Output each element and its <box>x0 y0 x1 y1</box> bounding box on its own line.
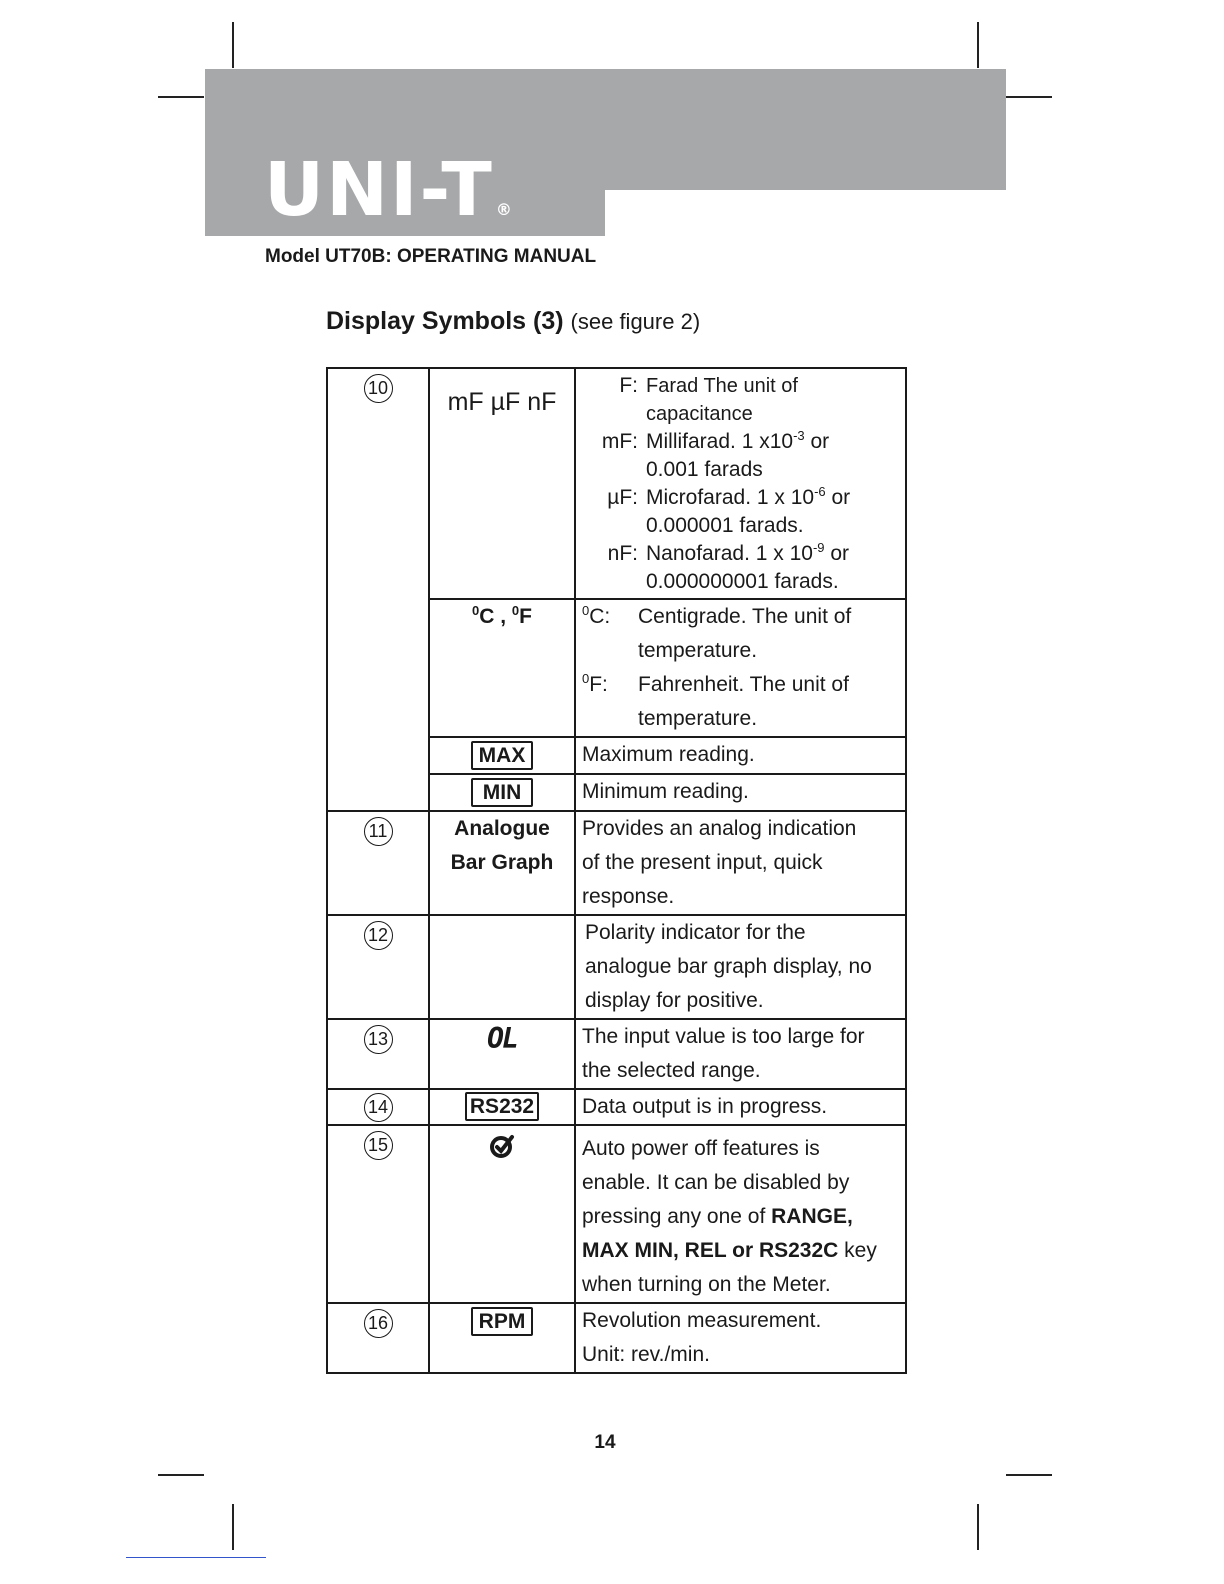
rpm-symbol: RPM <box>471 1307 534 1336</box>
page-number: 14 <box>594 1432 616 1453</box>
row-number: 13 <box>327 1019 429 1089</box>
crop-mark <box>232 1504 234 1550</box>
brand-logo: UNI-T ® <box>264 147 514 233</box>
symbol-cell <box>429 1089 575 1125</box>
symbol-cell <box>429 1303 575 1373</box>
description-cell: Data output is in progress. <box>575 1089 906 1125</box>
table-row <box>327 1089 906 1125</box>
description-cell: Auto power off features is enable. It can be disabled by pressing any one of RANGE, MAX MIN, REL or RS232C key when turning on the Meter. <box>575 1125 906 1303</box>
symbol-cell: $^0$C , $^0$F <box>429 599 575 737</box>
table-row <box>327 915 906 1019</box>
table-row <box>327 1019 906 1089</box>
link-underline <box>126 1557 266 1558</box>
symbol-cell <box>429 1019 575 1089</box>
table-row <box>327 1303 906 1373</box>
description-cell: Provides an analog indication of the present input, quick response. <box>575 811 906 915</box>
symbol-cell <box>429 737 575 774</box>
description-cell: $^0$C: Centigrade. The unit of temperature. $^0$F: Fahrenheit. The unit of temperature. <box>575 599 906 737</box>
crop-mark <box>158 96 204 98</box>
rs232-symbol: RS232 <box>465 1092 539 1121</box>
crop-mark <box>232 22 234 68</box>
description-cell: The input value is too large for the selected range. <box>575 1019 906 1089</box>
auto-power-off-icon <box>488 1132 516 1160</box>
symbol-cell <box>429 774 575 811</box>
crop-mark <box>1006 96 1052 98</box>
crop-mark <box>977 1504 979 1550</box>
crop-mark <box>977 22 979 68</box>
table-row <box>327 1125 906 1303</box>
row-number: 10 <box>327 368 429 811</box>
crop-mark <box>158 1474 204 1476</box>
section-title: Display Symbols (3) (see figure 2) <box>326 307 701 335</box>
symbol-cell: mF µF nF <box>429 368 575 599</box>
row-number: 16 <box>327 1303 429 1373</box>
description-cell: Maximum reading. <box>575 737 906 774</box>
table-row <box>327 368 906 599</box>
symbol-cell <box>429 1125 575 1303</box>
min-symbol: MIN <box>471 778 534 807</box>
table-row <box>327 811 906 915</box>
row-number: 11 <box>327 811 429 915</box>
overload-symbol: OL <box>487 1022 517 1055</box>
description-cell: Minimum reading. <box>575 774 906 811</box>
description-cell: Revolution measurement. Unit: rev./min. <box>575 1303 906 1373</box>
model-line: Model UT70B: OPERATING MANUAL <box>265 246 597 267</box>
row-number: 15 <box>327 1125 429 1303</box>
crop-mark <box>1006 1474 1052 1476</box>
description-cell: Polarity indicator for the analogue bar graph display, no display for positive. <box>575 915 906 1019</box>
symbol-cell <box>429 915 575 1019</box>
display-symbols-table <box>326 367 907 1374</box>
symbol-cell: Analogue Bar Graph <box>429 811 575 915</box>
max-symbol: MAX <box>471 741 534 770</box>
row-number: 14 <box>327 1089 429 1125</box>
row-number: 12 <box>327 915 429 1019</box>
description-cell: F: Farad The unit of capacitance mF: Millifarad. 1 $x10^{-3}$ or 0.001 farads µF: Microfarad. 1 x $10^{-6}$ or 0.000001 farads. nF: Nanofarad. 1 x $10^{-9}$ or 0.000000001 farads. <box>575 368 906 599</box>
